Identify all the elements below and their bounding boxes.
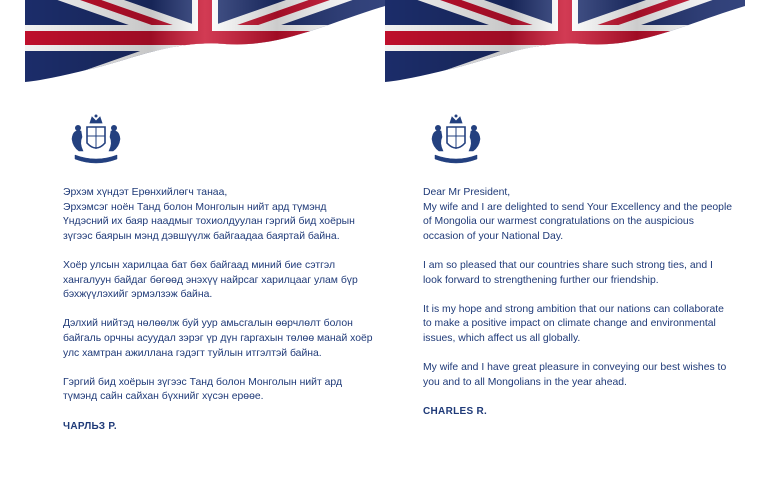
letter-paragraph: Гэргий бид хоёрын зүгээс Танд болон Монголын нийт ард түмэнд сайн сайхан бүхнийг хүсэн ерөөе. (63, 376, 343, 403)
letter-paragraph: My wife and I are delighted to send Your Excellency and the people of Mongolia our warmest congratulations on the auspicious occasion of your National Day. (423, 201, 733, 242)
letter-paragraph: Эрхэмсэг ноён Танд болон Монголын нийт ард түмэнд Үндэсний их баяр наадмыг тохиолдуулан гэргий бид хоёрын зүгээс баярын мэнд дэвшүүлж байгаадаа баяртай байна. (63, 201, 355, 242)
letter-greeting: Dear Mr President, (423, 187, 511, 198)
union-jack-flag-banner (385, 0, 745, 82)
letter-paragraph: Дэлхий нийтэд нөлөөлж буй уур амьсгалын өөрчлөлт болон байгаль орчны асуудал зэрэг үр дүн гаргахын төлөө манай хоёр улс хамтран ажиллана гэдэгт туйлын итгэлтэй байна. (63, 318, 373, 359)
royal-coat-of-arms-icon (65, 113, 127, 169)
letter-greeting: Эрхэм хүндэт Ерөнхийлөгч танаа, (63, 187, 228, 198)
royal-coat-of-arms-icon (425, 113, 487, 169)
letter-page-english (385, 0, 745, 480)
letter-body-mongolian (63, 186, 373, 434)
letter-body-english (423, 186, 733, 420)
letter-page-mongolian (25, 0, 385, 480)
letter-paragraph: Хоёр улсын харилцаа бат бөх байгаад миний бие сэтгэл хангалуун байдаг бөгөөд энэхүү найрсаг харилцааг улам бүр бэхжүүлэхийг эрмэлзэж байна. (63, 259, 358, 301)
letter-signature: CHARLES R. (423, 405, 488, 417)
letter-paragraph: My wife and I have great pleasure in conveying our best wishes to you and to all Mongolians in the year ahead. (423, 362, 727, 388)
letter-paragraph: It is my hope and strong ambition that our nations can collaborate to make a positive impact on climate change and environmental issues, which affect us all globally. (423, 303, 724, 344)
union-jack-flag-banner (25, 0, 385, 82)
letter-signature: ЧАРЛЬЗ Р. (63, 420, 117, 432)
letter-paragraph: I am so pleased that our countries share such strong ties, and I look forward to strengthening further our friendship. (423, 259, 713, 286)
